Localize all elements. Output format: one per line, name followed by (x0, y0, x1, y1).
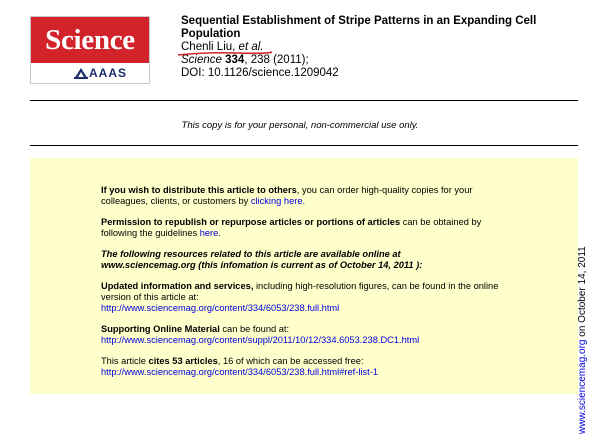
distribute-text-2: colleagues, clients, or customers by (101, 196, 251, 206)
permission-block (101, 217, 521, 239)
logo-wordmark: Science (31, 17, 149, 63)
permission-heading: Permission to republish or repurpose articles or portions of articles (101, 217, 401, 227)
updated-heading: Updated information and services, (101, 281, 254, 291)
journal-volume: 334 (225, 54, 245, 66)
doi: DOI: 10.1126/science.1209042 (181, 67, 339, 79)
info-panel (30, 158, 578, 394)
article-title-line-2: Population (181, 28, 241, 40)
authors-line (181, 41, 581, 54)
resources-block (101, 249, 521, 271)
supporting-text: can be found at: (219, 324, 290, 334)
download-stamp-text: on October 14, 2011 (577, 246, 588, 340)
aaas-mark-icon (74, 68, 88, 79)
permission-text-2: following the guidelines (101, 228, 200, 238)
personal-use-notice: This copy is for your personal, non-commercial use only. (181, 120, 419, 131)
authors (181, 41, 263, 54)
permission-link[interactable]: here. (199, 228, 221, 238)
updated-text-2: version of this article at: (101, 292, 199, 302)
distribute-heading: If you wish to distribute this article to others (101, 185, 297, 195)
cites-link[interactable]: http://www.sciencemag.org/content/334/6053/238.full.html#ref-list-1 (101, 367, 378, 377)
author-name: Chenli Liu, (181, 41, 239, 53)
download-stamp-link[interactable]: www.sciencemag.org (577, 339, 588, 434)
science-logo (30, 16, 150, 84)
cites-count: cites 53 articles (148, 356, 218, 366)
permission-text-1: can be obtained by (400, 217, 482, 227)
red-underline-mark (177, 50, 273, 58)
top-divider (30, 100, 578, 101)
article-title-line-1: Sequential Establishment of Stripe Patterns in an Expanding Cell (181, 15, 537, 27)
distribute-block (101, 185, 521, 207)
logo-publisher-text: AAAS (88, 66, 127, 80)
distribute-text-1: , you can order high-quality copies for your (296, 185, 473, 195)
cites-block (101, 356, 521, 378)
updated-text-1: including high-resolution figures, can be found in the online (253, 281, 499, 291)
distribute-link[interactable]: clicking here. (250, 196, 306, 206)
supporting-heading: Supporting Online Material (101, 324, 220, 334)
bottom-divider (30, 145, 578, 146)
citation-header (181, 15, 581, 80)
cites-text-2: , 16 of which can be accessed free: (217, 356, 364, 366)
supporting-link[interactable]: http://www.sciencemag.org/content/suppl/2011/10/12/334.6053.238.DC1.html (101, 335, 420, 345)
journal-name: Science (181, 54, 222, 66)
author-etal: et al. (238, 41, 264, 53)
updated-block (101, 281, 521, 314)
journal-pages-year: , 238 (2011); (244, 54, 309, 66)
resources-line-1: The following resources related to this article are available online at (101, 249, 401, 259)
logo-publisher (31, 63, 149, 83)
supporting-block (101, 324, 521, 346)
article-title (181, 15, 581, 41)
resources-line-2: www.sciencemag.org (this infomation is current as of October 14, 2011 ): (101, 260, 423, 270)
download-stamp (577, 246, 589, 434)
info-panel-content (101, 185, 521, 388)
cites-text-1: This article (101, 356, 149, 366)
updated-link[interactable]: http://www.sciencemag.org/content/334/6053/238.full.html (101, 303, 340, 313)
